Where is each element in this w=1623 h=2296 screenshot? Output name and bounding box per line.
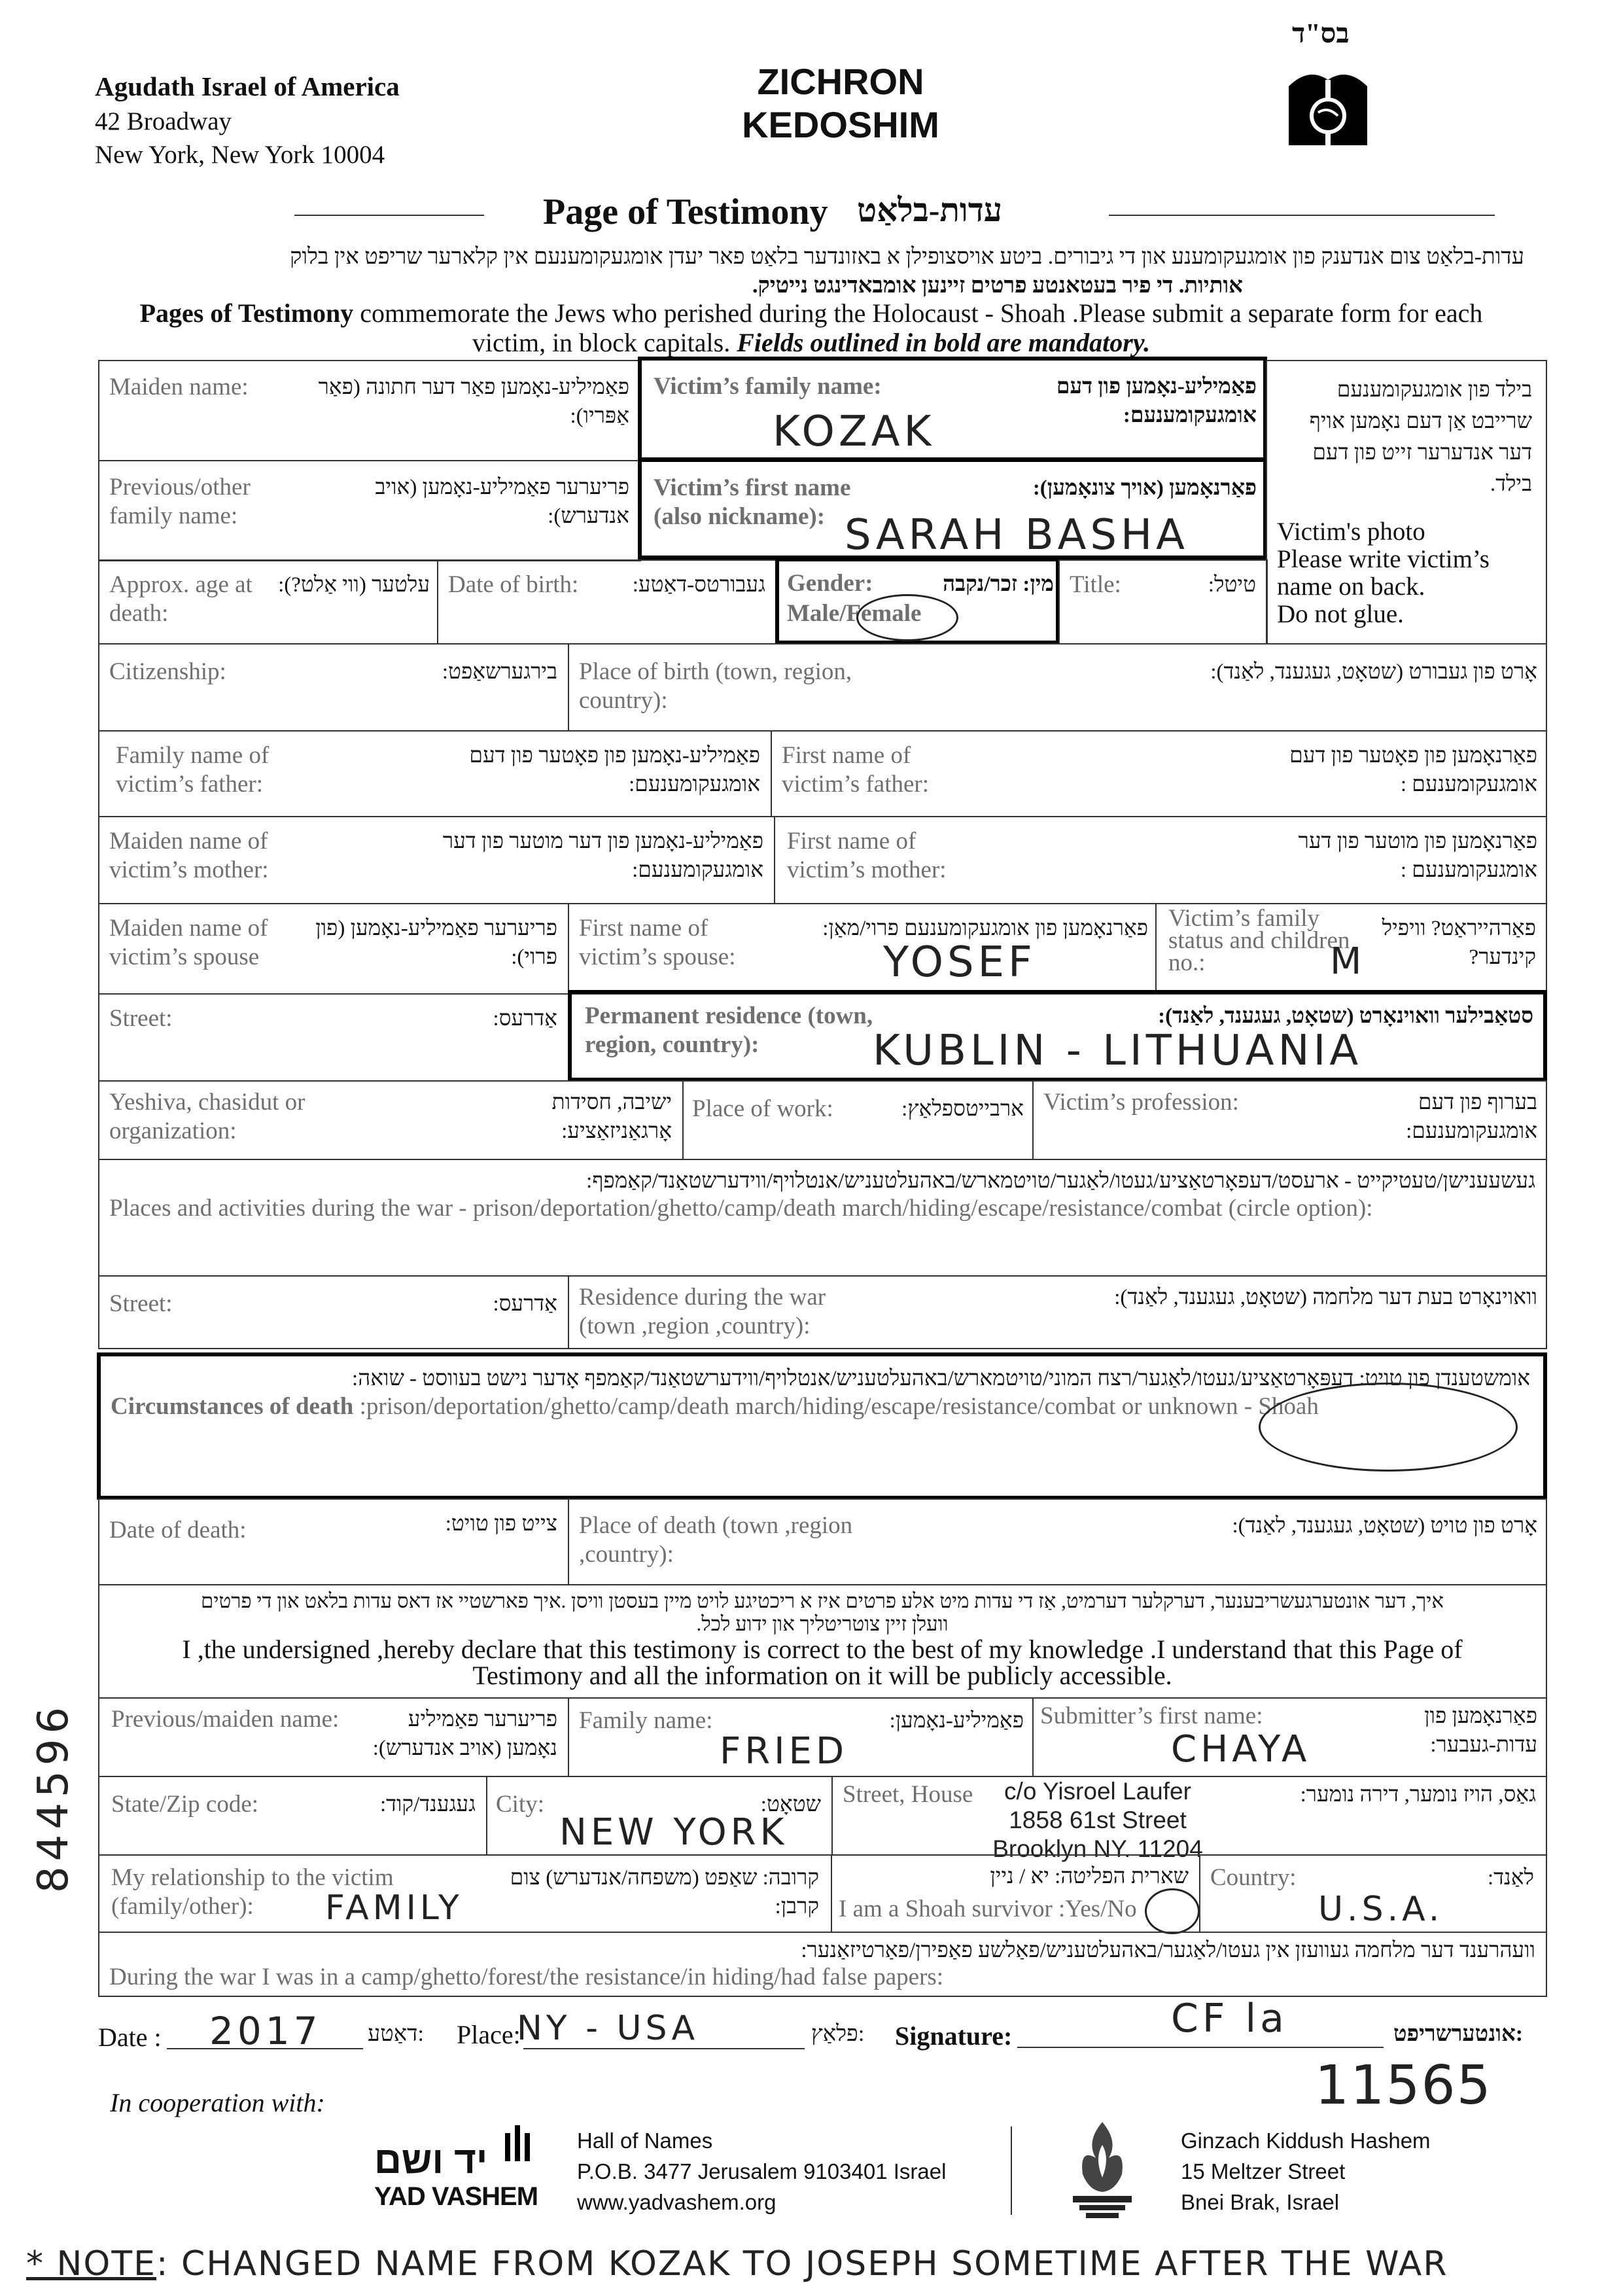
yad-vashem-logo-hebrew: יד ושם (374, 2139, 488, 2181)
date-value[interactable]: 2017 (209, 2009, 322, 2053)
bsd-mark: בס"ד (1292, 19, 1350, 49)
place-label: Place: (457, 2020, 521, 2049)
mother-first-name-field[interactable]: First name of victim’s mother: פאַרנאָמען פון מוטער פון דער אומגעקומענעם : (774, 816, 1547, 904)
signature-label-hebrew: אונטערשריפט: (1393, 2022, 1524, 2046)
country-field[interactable]: Country: לאַנד: U.S.A. (1199, 1854, 1547, 1933)
previous-family-name-field[interactable]: Previous/other family name: פריערער פאַמיליע-נאָמען (אויב אנדערש): (98, 460, 641, 561)
spouse-first-name-field[interactable]: First name of victim’s spouse: פאַרנאָמען פון אומגעקומענעם פרוי/מאַן: YOSEF (568, 903, 1157, 995)
org-address-1: 42 Broadway (95, 107, 232, 135)
relationship-field[interactable]: My relationship to the victim (family/other): קרובה: שאַפט (משפחה/אנדערש) צום קרבן: FAMILY (98, 1854, 832, 1933)
place-of-death-field[interactable]: Place of death (town ,region ,country): אָרט פון טויט (שטאָט, געגענד, לאַנד): (568, 1498, 1547, 1585)
place-of-birth-field[interactable]: Place of birth (town, region, country): אָרט פון געבורט (שטאָט, געגענד, לאַנד): (568, 643, 1547, 732)
submitter-family-name-field[interactable]: Family name: פאַמיליע-נאָמען: FRIED (568, 1697, 1034, 1777)
circumstances-of-death-field[interactable]: אומשטענדן פון טויט: דעפּאָרטאַציע/געטו/לאַגער/רצח המוני/טויטמארש/באהעלטעניש/אנטלויף/ווידערשטאַנד/קאַמפף אָדער נישט בעווסט - שואה: Circumstances of death :prison/deportation/ghetto/camp/death march/hiding/escape/resistance/combat or unknown - Shoah (97, 1352, 1547, 1500)
page-number: 11565 (1315, 2055, 1492, 2117)
signature-label: Signature: (895, 2021, 1013, 2051)
yad-vashem-address: Hall of Names P.O.B. 3477 Jerusalem 9103401 Israel www.yadvashem.org (577, 2128, 947, 2214)
ginzach-address: Ginzach Kiddush Hashem 15 Meltzer Street Bnei Brak, Israel (1181, 2128, 1431, 2214)
unknown-circle-icon (1259, 1383, 1518, 1472)
street-field[interactable]: Street: אַדרעס: (98, 993, 569, 1082)
victim-first-name-value: SARAH BASHA (845, 511, 1189, 559)
place-value[interactable]: NY - USA (517, 2009, 699, 2048)
permanent-residence-value: KUBLIN - LITHUANIA (873, 1027, 1363, 1075)
margin-number: 844596 (29, 1701, 78, 1894)
intro-english-2: victim, in block capitals. Fields outlined in bold are mandatory. (472, 328, 1151, 357)
yeshiva-field[interactable]: Yeshiva, chasidut or organization: ישיבה, חסידות אָרגאַניזאַציע: (98, 1080, 684, 1160)
handwritten-note (26, 2244, 1609, 2284)
address-stamp: c/o Yisroel Laufer 1858 61st Street Brooklyn NY. 11204 (992, 1778, 1203, 1862)
page-title: Page of Testimony (543, 192, 828, 232)
city-field[interactable]: City: שטאָט: NEW YORK (486, 1776, 833, 1856)
org-address-2: New York, New York 10004 (95, 141, 385, 169)
note-text: : CHANGED NAME FROM KOZAK TO JOSEPH SOMETIME AFTER THE WAR (156, 2244, 1448, 2284)
war-street-field[interactable]: Street: אַדרעס: (98, 1275, 569, 1349)
submitter-prev-maiden-field[interactable]: Previous/maiden name: פריערער פאַמיליע נאָמען (אויב אנדערש): (98, 1697, 569, 1777)
profession-field[interactable]: Victim’s profession: בערוף פון דעם אומגעקומענעם: (1032, 1080, 1547, 1160)
victim-family-name-field[interactable]: Victim’s family name: פאַמיליע-נאָמען פון דעם אומגעקומענעם: KOZAK (638, 357, 1267, 461)
maiden-name-field[interactable]: Maiden name: פאַמיליע-נאָמען פאַר דער חתונה (פאַר אַפּריו): (98, 360, 641, 461)
ginzach-logo-icon (1063, 2119, 1142, 2223)
family-status-value: M (1330, 940, 1366, 983)
during-war-field[interactable]: וועהרענד דער מלחמה געוועזן אין געטו/לאַגער/באהעלטעניש/פאַלשע פאַפירן/פאַרטיזאַנער: During the war I was in a camp/ghetto/forest/the resistance/in hiding/had false papers: (98, 1932, 1547, 1997)
signature-value[interactable]: CF la (1171, 1996, 1288, 2041)
relationship-value: FAMILY (325, 1888, 463, 1928)
gender-field[interactable]: Gender: Male/Female מין: זכר/נקבה (775, 557, 1060, 645)
victim-first-name-field[interactable]: Victim’s first name (also nickname): פאַרנאָמען (אויך צונאָמען): SARAH BASHA (638, 458, 1267, 559)
war-activities-field[interactable]: געשעענישן/טעטיקייט - ארעסט/דעפאָרטאַציע/געטו/לאַגער/טויטמארש/באהעלטעניש/אנטלויף/ווידערשטאַנד/קאַמפף: Places and activities during the war - prison/deportation/ghetto/camp/death march/hiding/escape/resistance/combat (circle option): (98, 1159, 1547, 1277)
street-house-field[interactable]: Street, House גאַס, הויז נומער, דירה נומער: c/o Yisroel Laufer 1858 61st Street Brooklyn NY. 11204 (831, 1776, 1547, 1856)
approx-age-field[interactable]: Approx. age at death: עלטער (ווי אַלט?): (98, 559, 438, 645)
father-family-name-field[interactable]: Family name of victim’s father: פאַמיליע-נאָמען פון פאָטער פון דעם אומגעקומענעם: (98, 730, 772, 817)
spouse-first-name-value: YOSEF (883, 938, 1036, 987)
title-line-2: KEDOSHIM (742, 104, 939, 145)
place-of-work-field[interactable]: Place of work: ארבייטספלאַץ: (682, 1080, 1034, 1160)
citizenship-field[interactable]: Citizenship: בירגערשאַפט: (98, 643, 569, 732)
submitter-family-name-value: FRIED (720, 1730, 848, 1773)
submitter-first-name-field[interactable]: Submitter’s first name: פאַרנאָמען פון עדות-געבער: CHAYA (1032, 1697, 1547, 1777)
intro-english-1: Pages of Testimony commemorate the Jews who perished during the Holocaust - Shoah .Please submit a separate form for each (139, 298, 1483, 328)
victim-family-name-value: KOZAK (773, 408, 935, 456)
yad-vashem-logo-english: YAD VASHEM (374, 2182, 538, 2211)
father-first-name-field[interactable]: First name of victim’s father: פאַרנאָמען פון פאָטער פון דעם אומגעקומענעם : (771, 730, 1547, 817)
state-zip-field[interactable]: State/Zip code: געגענד/קוד: (98, 1776, 487, 1856)
declaration-box: איך, דער אונטערגעשריבענער, דערקלער דערמיט, אַז די עדות מיט אלע פרטים איז א ריכטיגע לויט מיין בעסטן וויסן .איך פארשטיי אז דאס עדות בלאט און די פרטים וועלן זיין צוטריטליך און ידוע לכל. I ,the undersigned ,hereby declare that this testimony is correct to the best of my knowledge .I understand that this Page of Testimony and all the information on it will be publicly accessible. (98, 1584, 1547, 1699)
city-value: NEW YORK (559, 1811, 788, 1854)
yiddish-intro-2: אותיות. די פיר בעטאנטע פרטים זיינען אומבאדינגט נייטיק. (752, 274, 1243, 298)
agudah-logo-icon (1282, 60, 1374, 152)
date-of-death-field[interactable]: Date of death: צייט פון טויט: (98, 1498, 569, 1585)
title-field[interactable]: Title: טיטל: (1058, 559, 1268, 645)
date-label: Date : (98, 2022, 162, 2052)
yad-vashem-logo (374, 2119, 541, 2217)
submitter-first-name-value: CHAYA (1171, 1728, 1311, 1771)
family-status-field[interactable]: Victim’s family status and children no.: פאַרהייראַט? וויפיל קינדער? M (1155, 903, 1547, 995)
unknown-shoah-option: unknown - Shoah (1147, 1393, 1319, 1420)
female-circle-icon (856, 594, 958, 641)
page-title-hebrew: עדות-בלאַט (857, 192, 1003, 228)
org-name: Agudath Israel of America (95, 71, 400, 101)
date-of-birth-field[interactable]: Date of birth: געבורטס-דאַטע: (437, 559, 778, 645)
survivor-field[interactable]: שארית הפליטה: יא / ניין I am a Shoah survivor :Yes/No (831, 1854, 1200, 1933)
victim-photo-area[interactable]: בילד פון אומגעקומענעם שרייבט אַן דעם נאָמען אויף דער אנדערער זייט פון דעם בילד. Victim's photo Please write victim’s name on back. Do not glue. (1266, 360, 1547, 645)
country-value: U.S.A. (1318, 1890, 1444, 1929)
title-line-1: ZICHRON (757, 61, 924, 102)
mother-maiden-name-field[interactable]: Maiden name of victim’s mother: פאַמיליע-נאָמען פון דער מוטער פון דער אומגעקומענעם: (98, 816, 775, 904)
spouse-maiden-name-field[interactable]: Maiden name of victim’s spouse פריערער פאַמיליע-נאָמען (פון פרוי): (98, 903, 569, 995)
date-label-hebrew: דאַטע: (368, 2022, 424, 2046)
war-residence-field[interactable]: Residence during the war (town ,region ,country): וואוינאָרט בעת דער מלחמה (שטאָט, געגענד, לאַנד): (568, 1275, 1547, 1349)
permanent-residence-field[interactable]: Permanent residence (town, region, country): סטאַבילער וואוינאָרט (שטאָט, געגענד, לאַנד): KUBLIN - LITHUANIA (568, 990, 1547, 1082)
no-circle-icon (1145, 1888, 1200, 1934)
place-label-hebrew: פלאַץ: (811, 2022, 865, 2046)
cooperation-label: In cooperation with: (110, 2088, 325, 2117)
yiddish-intro-1: עדות-בלאַט צום אנדענק פון אומגעקומענע און די גיבורים. ביטע אויסצופילן א באזונדער בלאַט פאר יעדן אומגעקומענעם אין קלארער שריפט אין בלוק (290, 245, 1524, 269)
note-prefix: * NOTE (26, 2244, 156, 2284)
